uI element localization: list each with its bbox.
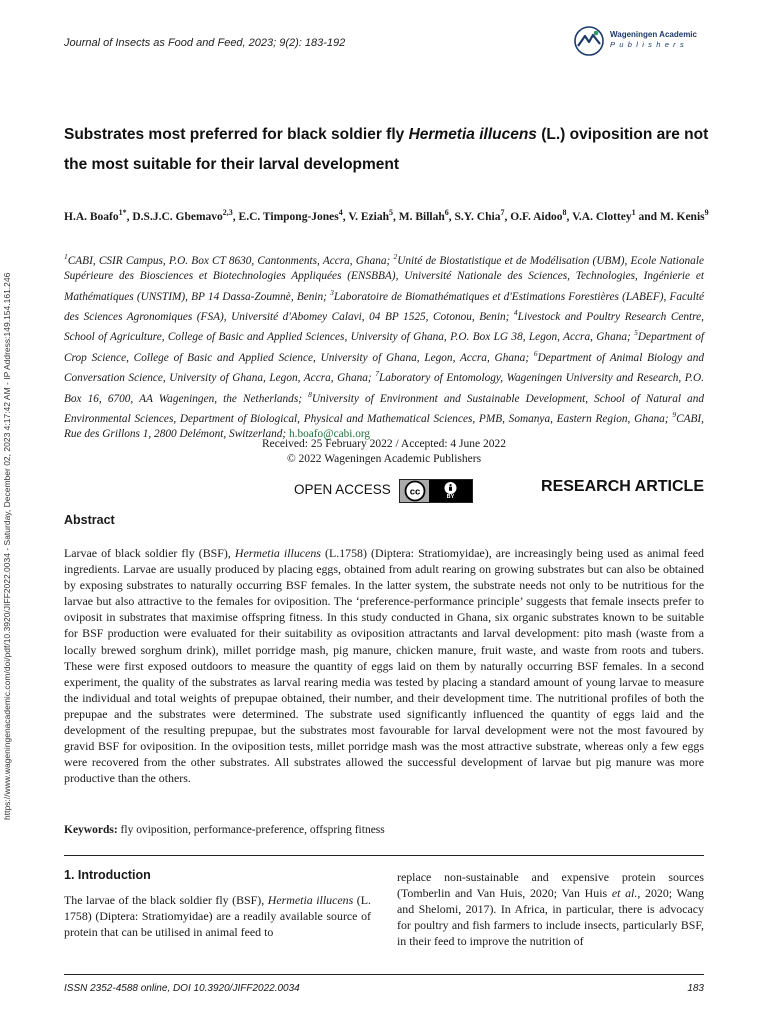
column-right [397, 869, 704, 949]
introduction-paragraph-continued [397, 869, 704, 949]
introduction-paragraph-1 [64, 892, 371, 940]
article-title [64, 120, 714, 180]
author-name: V. Eziah [348, 210, 390, 223]
affiliation-text: Laboratoire de Biomathématiques et d'Estimations Forestières (LABEF), Faculté des Sciences Agronomiques (FSA), Université d'Abomey Calavi, 04 BP 1525, Cotonou, Benin; [64, 290, 704, 324]
author-affiliation-marker: 2,3 [222, 208, 233, 217]
intro-text-b: (L. 1758) (Diptera: Stratiomyidae) are a readily available source of protein that can be utilised in animal feed to [64, 893, 371, 940]
col2-text-b: , 2020; Wang and Shelomi, 2017). In Africa, in particular, there is advocacy for poultry and fish farmers to include insects, particularly BSF, in their feed to improve the nutrition of [397, 886, 704, 949]
col2-text-a: replace non-sustainable and expensive protein sources (Tomberlin and Van Huis, 2020; Van Huis [397, 870, 704, 901]
affiliation-marker: 4 [513, 308, 518, 318]
author-name: M. Kenis [659, 210, 705, 223]
corresponding-email-link[interactable]: h.boafo@cabi.org [288, 428, 371, 441]
author-separator: and [635, 210, 660, 223]
abstract-body [64, 545, 704, 786]
author-name: S.Y. Chia [454, 210, 501, 223]
author-separator: , [393, 210, 399, 223]
introduction-heading: 1. Introduction [64, 868, 151, 882]
logo-line2: Publishers [610, 40, 689, 49]
footer-divider [64, 974, 704, 975]
affiliation-marker: 7 [375, 369, 379, 379]
download-watermark: https://www.wageningenacademic.com/doi/pdf/10.3920/JIFF2022.0034 - Saturday, December 02, 2023 4:17:42 AM - IP Address:149.154.161.246 [2, 272, 12, 820]
abstract-part2: (L.1758) (Diptera: Stratiomyidae), are increasingly being used as animal feed ingredients. Larvae are usually produced by placing eggs, obtained from adult rearing on growing substrates but can also be obtained by exposing substrates to naturally occurring BSF females. In the latter system, the substrate needs not only to be nutritious for the larvae but also attractive to the females for oviposition. The ‘preference-performance principle’ suggests that female insects prefer to oviposit in substrates that maximise offspring fitness. In this study conducted in Ghana, six organic substrates known to be suitable for BSF production were evaluated for their suitability as oviposition attractants and larval development: pito mash (waste from a locally brewed sorghum drink), millet porridge mash, pig manure, chicken manure, fruit waste, and waste from roots and tubers. These were first exposed outdoors to measure the quantity of eggs laid on them by naturally occurring BSF females. In a second experiment, the quality of the substrates as larval rearing media was tested by placing a standard amount of young larvae to measure the individual and total weights of prepupae obtained, their number, and their development time. The nutritional profiles of both the prepupae and the substrates were determined. The substrate used significantly influenced the quantity of eggs laid and the development of the resulting prepupae, but the substrates most favourable for larval development were not the most favoured by gravid BSF for oviposition. In the oviposition tests, millet porridge mash was the most attractive substrate, whereas only a few eggs were recovered from the other substrates. All substrates allowed the successful development of larvae but pig manure was more productive than the others. [64, 546, 704, 786]
logo-line1: Wageningen Academic [610, 30, 697, 39]
affiliation-marker: 9 [672, 410, 677, 420]
author-affiliation-marker: 6 [444, 208, 449, 217]
author-affiliation-marker: 8 [562, 208, 567, 217]
column-left [64, 868, 371, 940]
affiliation-marker: 2 [393, 252, 398, 261]
creative-commons-icon [403, 480, 431, 502]
author-name: O.F. Aidoo [510, 210, 563, 223]
affiliation-marker: 6 [533, 349, 538, 359]
affiliation-text: CABI, CSIR Campus, P.O. Box CT 8630, Cantonments, Accra, Ghana; [67, 254, 394, 267]
page-number: 183 [687, 983, 704, 994]
author-affiliation-marker: 1 [631, 208, 636, 217]
author-name: M. Billah [398, 210, 445, 223]
attribution-segment [429, 480, 472, 502]
author-affiliation-marker: 1* [118, 208, 127, 217]
affiliations [64, 249, 704, 443]
title-species: Hermetia illucens [408, 126, 537, 143]
author-name: D.S.J.C. Gbemavo [132, 210, 223, 223]
author-name: H.A. Boafo [64, 210, 119, 223]
abstract-species: Hermetia illucens [234, 546, 321, 560]
title-part2: (L.) oviposition are not the most suitable for their larval development [64, 126, 709, 173]
article-type: RESEARCH ARTICLE [541, 478, 704, 495]
affiliation-text: Unité de Biostatistique et de Modélisation (UBM), Ecole Nationale Supérieure des Biosciences et Biotechnologies Appliquées (ENSBBA), Université Nationale des Sciences, Technologies, Ingénierie et Mathématiques (UNSTIM), BP 14 Dassa-Zoumnè, Benin; [64, 254, 704, 303]
section-divider [64, 855, 704, 856]
affiliation-text: Department of Animal Biology and Conversation Science, University of Ghana, Legon, Accra, Ghana; [64, 351, 704, 385]
intro-species: Hermetia illucens [267, 893, 354, 907]
intro-text-a: The larvae of the black soldier fly (BSF), [64, 893, 268, 907]
cc-letters: cc [409, 486, 421, 498]
title-part1: Substrates most preferred for black soldier fly [64, 126, 409, 143]
wageningen-publisher-logo-icon [572, 24, 606, 58]
affiliation-text: Livestock and Poultry Research Centre, School of Agriculture, College of Basic and Applied Sciences, University of Ghana, P.O. Box LG 38, Legon, Accra, Ghana; [64, 311, 704, 344]
cc-by-license-badge[interactable] [399, 479, 473, 503]
copyright-line: © 2022 Wageningen Academic Publishers [286, 453, 482, 465]
col2-etal: et al. [611, 886, 638, 901]
author-separator: , [504, 210, 511, 223]
author-separator: , [448, 210, 455, 223]
author-list [64, 205, 709, 225]
author-name: E.C. Timpong-Jones [238, 210, 339, 223]
affiliation-text: Department of Crop Science, College of Basic and Applied Science, University of Ghana, Legon, Accra, Ghana; [64, 331, 704, 364]
author-affiliation-marker: 4 [338, 208, 343, 217]
author-affiliation-marker: 5 [389, 208, 394, 217]
affiliation-text: Laboratory of Entomology, Wageningen University and Research, P.O. Box 16, 6700, AA Wageningen, the Netherlands; [64, 372, 704, 405]
affiliation-marker: 8 [308, 389, 312, 399]
affiliation-marker: 1 [64, 252, 68, 261]
abstract-part1: Larvae of black soldier fly (BSF), [64, 546, 235, 560]
affiliation-marker: 3 [330, 287, 334, 297]
footer-issn-doi: ISSN 2352-4588 online, DOI 10.3920/JIFF2022.0034 [64, 983, 300, 994]
affiliation-marker: 5 [634, 328, 638, 338]
author-separator: , [232, 210, 239, 223]
author-separator: , [342, 210, 349, 223]
by-label: BY [446, 494, 455, 500]
author-separator: , [566, 210, 573, 223]
received-accepted-dates: Received: 25 February 2022 / Accepted: 4 June 2022 [262, 438, 506, 450]
abstract-heading: Abstract [64, 513, 115, 527]
keywords-label: Keywords: [64, 824, 118, 836]
affiliation-text: University of Environment and Sustainable Development, School of Natural and Environmental Sciences, Department of Biological, Physical and Mathematical Sciences, PMB, Somanya, Eastern Region, Ghana; [64, 392, 704, 425]
affiliation-text: CABI, Rue des Grillons 1, 2800 Delémont, Switzerland; [64, 412, 704, 441]
article-dates [64, 437, 704, 467]
author-affiliation-marker: 7 [500, 208, 505, 217]
journal-citation: Journal of Insects as Food and Feed, 2023; 9(2): 183-192 [64, 37, 346, 49]
author-affiliation-marker: 9 [704, 208, 709, 217]
author-name: V.A. Clottey [572, 210, 632, 223]
keywords [64, 824, 704, 836]
keywords-text: fly oviposition, performance-preference, offspring fitness [117, 824, 385, 836]
open-access-label: OPEN ACCESS [294, 482, 391, 497]
author-separator: , [126, 210, 133, 223]
publisher-logo[interactable] [572, 22, 712, 58]
